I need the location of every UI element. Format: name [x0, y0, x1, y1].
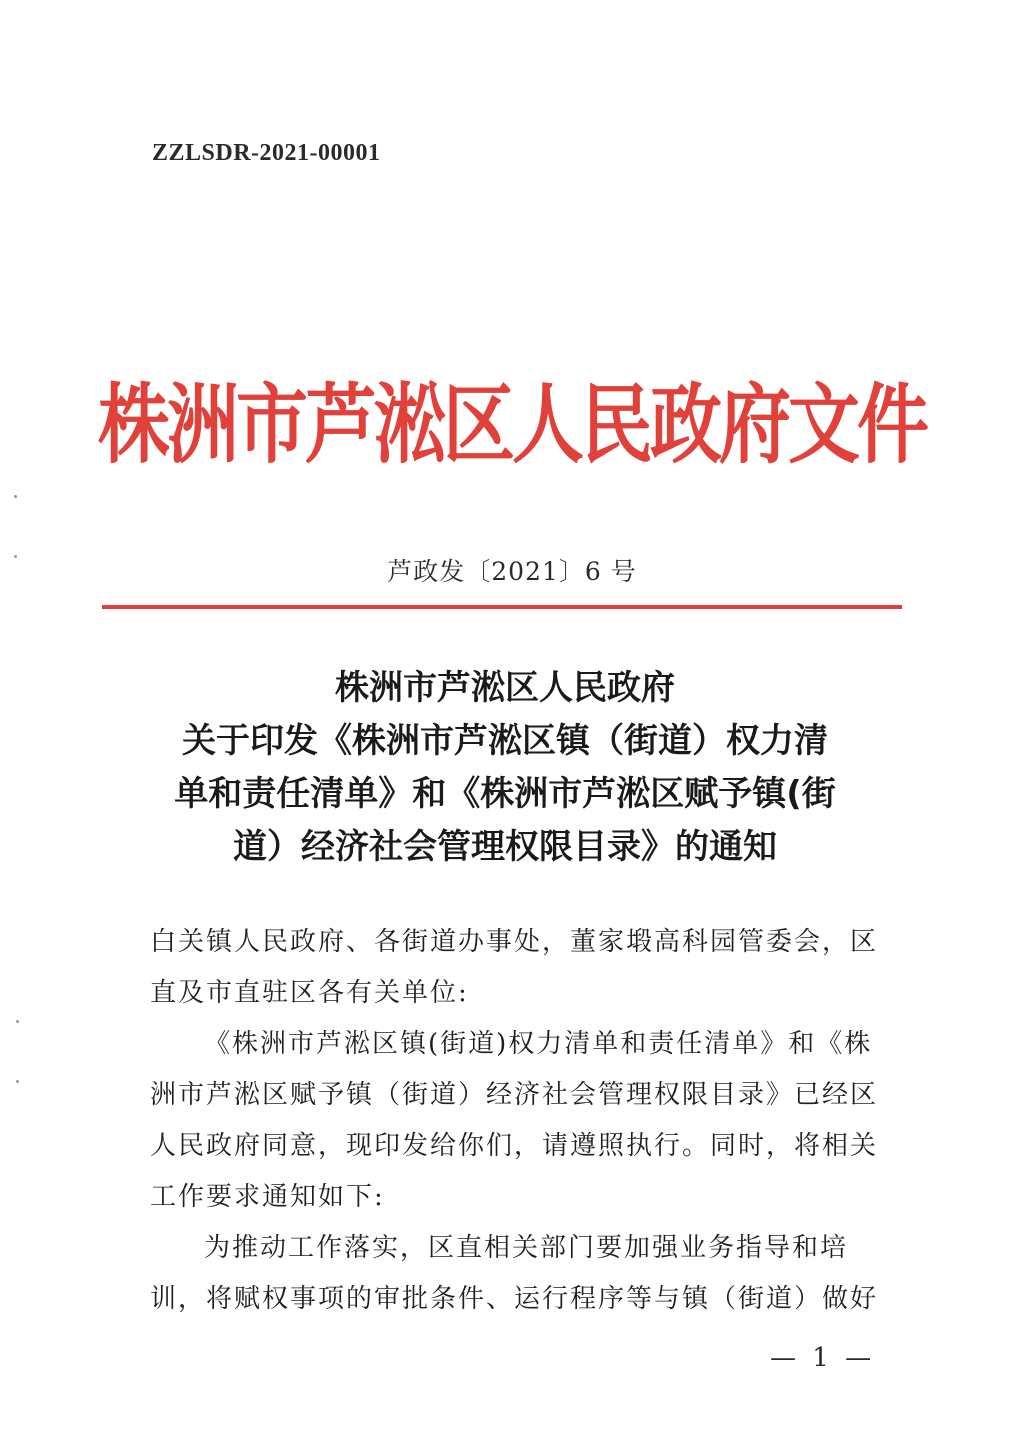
- scan-speck: [16, 1020, 19, 1023]
- paragraph-1: [150, 1019, 879, 1223]
- title-line-4: 道）经济社会管理权限目录》的通知: [233, 827, 777, 867]
- title-line-3: 单和责任清单》和《株洲市芦淞区赋予镇(街: [174, 774, 836, 814]
- body-line-6: 工作要求通知如下:: [150, 1182, 385, 1212]
- masthead-title: 株洲市芦淞区人民政府文件: [97, 374, 926, 475]
- title-line-1: 株洲市芦淞区人民政府: [335, 668, 675, 708]
- body-line-5: 人民政府同意，现印发给你们，请遵照执行。同时，将相关: [150, 1131, 879, 1161]
- addressee-block: [150, 917, 879, 1019]
- body-line-3: 《株洲市芦淞区镇(街道)权力清单和责任清单》和《株: [204, 1029, 873, 1059]
- body-line-4: 洲市芦淞区赋予镇（街道）经济社会管理权限目录》已经区: [150, 1080, 879, 1110]
- scan-speck: [16, 1080, 19, 1083]
- title-line-2: 关于印发《株洲市芦淞区镇（街道）权力清: [182, 721, 828, 761]
- red-divider: [102, 605, 902, 609]
- body-line-2: 直及市直驻区各有关单位:: [150, 978, 469, 1008]
- body-line-1: 白关镇人民政府、各街道办事处，董家塅高科园管委会，区: [150, 927, 879, 957]
- document-number: 芦政发〔2021〕6 号: [387, 557, 637, 586]
- scan-speck: [14, 555, 17, 558]
- scan-speck: [14, 495, 17, 498]
- page-number: — 1 —: [770, 1343, 876, 1373]
- body-line-7: 为推动工作落实，区直相关部门要加强业务指导和培: [204, 1233, 849, 1263]
- document-code: ZZLSDR-2021-00001: [152, 140, 381, 166]
- notice-title: [140, 662, 870, 874]
- body-line-8: 训，将赋权事项的审批条件、运行程序等与镇（街道）做好: [150, 1284, 879, 1314]
- paragraph-2: [150, 1223, 879, 1325]
